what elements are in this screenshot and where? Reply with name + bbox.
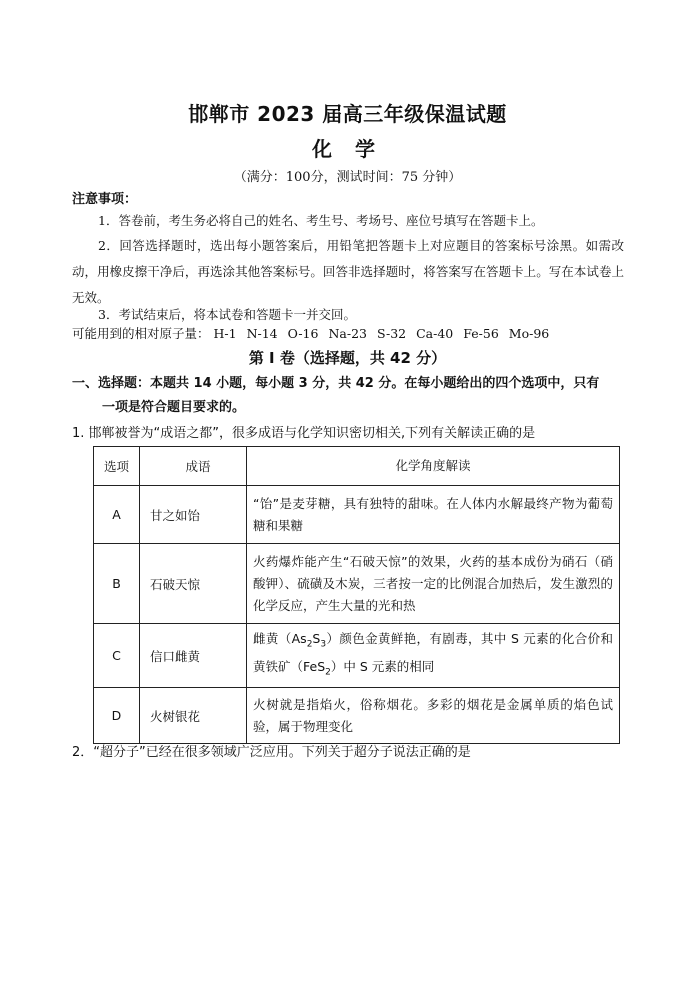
header-idiom: 成语 (140, 447, 247, 486)
subject-title: 化 学 (312, 137, 383, 161)
explanation-text: ）中 S 元素的相同 (330, 658, 435, 674)
score-info: （满分：100分，测试时间：75 分钟） (233, 170, 462, 185)
explanation-text: S (312, 631, 321, 646)
notice-heading: 注意事项： (72, 192, 138, 207)
table-header-row (94, 447, 620, 486)
idiom-cell: 火树银花 (140, 688, 247, 744)
explanation-text: 雌黄（As (253, 631, 307, 646)
table-row (94, 544, 620, 624)
atomic-mass: Mo-96 (508, 326, 550, 341)
exam-title: 邯郸市 2023 届高三年级保温试题 (188, 102, 507, 126)
section-title: 第 I 卷（选择题，共 42 分） (248, 349, 447, 367)
atomic-mass: S-32 (376, 326, 407, 341)
section-instruction (72, 372, 628, 420)
atomic-mass: N-14 (246, 326, 278, 341)
option-cell: C (94, 624, 140, 688)
explanation-cell: 火药爆炸能产生“石破天惊”的效果，火药的基本成份为硝石（硝酸钾）、硫磺及木炭，三者按一定的比例混合加热后，发生激烈的化学反应，产生大量的光和热 (247, 544, 620, 624)
explanation-cell (247, 624, 620, 688)
notice-item-1: 1．答卷前，考生务必将自己的姓名、考生号、考场号、座位号填写在答题卡上。 (98, 213, 544, 228)
explanation-text: ）颜色金黄鲜艳，有剧毒，其中 S 元素的化合价和黄铁矿（FeS (253, 631, 613, 674)
option-cell: B (94, 544, 140, 624)
question-2-stem: 2．“超分子”已经在很多领域广泛应用。下列关于超分子说法正确的是 (72, 745, 471, 760)
question-1-stem: 1. 邯郸被誉为“成语之都”，很多成语与化学知识密切相关,下列有关解读正确的是 (72, 426, 536, 441)
idiom-cell: 信口雌黄 (140, 624, 247, 688)
instruction-line-1: 一、选择题：本题共 14 小题，每小题 3 分，共 42 分。在每小题给出的四个选项中，只有 (72, 376, 600, 391)
option-cell: D (94, 688, 140, 744)
atomic-mass: Na-23 (328, 326, 367, 341)
explanation-cell: 火树就是指焰火，俗称烟花。多彩的烟花是金属单质的焰色试验，属于物理变化 (247, 688, 620, 744)
notice-item-2: 2．回答选择题时，选出每小题答案后，用铅笔把答题卡上对应题目的答案标号涂黑。如需改动，用橡皮擦干净后，再选涂其他答案标号。回答非选择题时，将答案写在答题卡上。写在本试卷上无效。 (72, 238, 624, 305)
atomic-mass: Ca-40 (416, 326, 454, 341)
atomic-masses-label: 可能用到的相对原子量： (72, 326, 210, 341)
subscript: 2 (325, 667, 331, 677)
table-row (94, 688, 620, 744)
subscript: 2 (306, 639, 313, 650)
option-cell: A (94, 486, 140, 544)
idiom-cell: 甘之如饴 (140, 486, 247, 544)
explanation-cell: “饴”是麦芽糖，具有独特的甜味。在人体内水解最终产物为葡萄糖和果糖 (247, 486, 620, 544)
subscript: 3 (320, 639, 327, 650)
question-1-table (93, 446, 620, 744)
instruction-line-2: 一项是符合题目要求的。 (102, 400, 246, 415)
atomic-masses (72, 324, 555, 342)
idiom-cell: 石破天惊 (140, 544, 247, 624)
header-option: 选项 (94, 447, 140, 486)
header-explanation: 化学角度解读 (247, 447, 620, 486)
notice-item-3: 3．考试结束后，将本试卷和答题卡一并交回。 (98, 307, 356, 322)
atomic-mass: O-16 (287, 326, 319, 341)
atomic-mass: Fe-56 (463, 326, 499, 341)
table-row (94, 624, 620, 688)
atomic-mass: H-1 (213, 326, 237, 341)
table-row (94, 486, 620, 544)
